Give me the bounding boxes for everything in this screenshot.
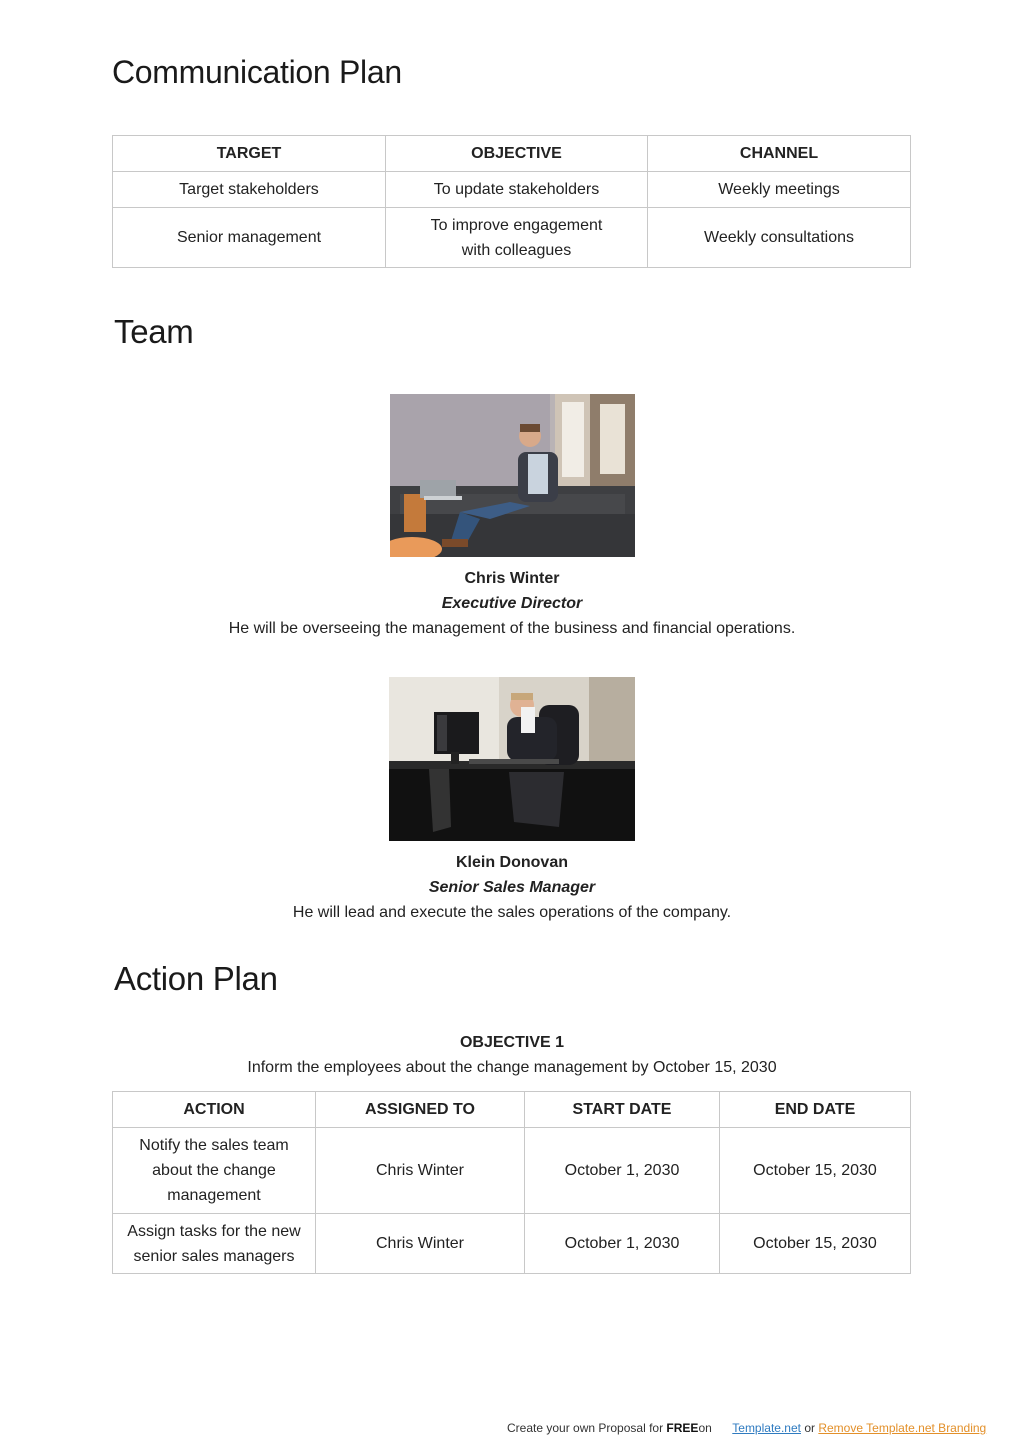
table-cell: Weekly consultations (648, 208, 911, 268)
footer-prefix: Create your own Proposal for (507, 1421, 664, 1435)
table-cell: Chris Winter (316, 1214, 525, 1274)
table-cell: October 15, 2030 (720, 1214, 911, 1274)
team-heading: Team (114, 313, 194, 350)
communication-plan-table (112, 135, 911, 268)
table-row (113, 1128, 911, 1214)
table-cell: Weekly meetings (648, 172, 911, 208)
footer-branding (507, 1420, 986, 1436)
column-header-assigned-to: ASSIGNED TO (316, 1092, 525, 1128)
member-name: Chris Winter (464, 570, 560, 587)
table-cell: Assign tasks for the new senior sales managers (113, 1214, 316, 1274)
table-row (113, 172, 911, 208)
communication-plan-heading: Communication Plan (112, 54, 402, 90)
column-header-objective: OBJECTIVE (386, 136, 648, 172)
column-header-action: ACTION (113, 1092, 316, 1128)
footer-or: or (804, 1421, 815, 1435)
column-header-target: TARGET (113, 136, 386, 172)
table-cell: Chris Winter (316, 1128, 525, 1214)
table-row (113, 208, 911, 268)
footer-on: on (698, 1421, 712, 1435)
remove-branding-link[interactable]: Remove Template.net Branding (818, 1421, 987, 1435)
team-member-photo-chris-winter (390, 394, 635, 557)
member-title: Senior Sales Manager (428, 879, 596, 896)
footer-free: FREE (666, 1421, 699, 1435)
action-plan-table (112, 1091, 911, 1274)
team-member-photo-klein-donovan (389, 677, 635, 841)
table-cell: To improve engagement with colleagues (386, 208, 648, 268)
member-description: He will lead and execute the sales operations of the company. (292, 904, 732, 921)
table-cell: To update stakeholders (386, 172, 648, 208)
column-header-channel: CHANNEL (648, 136, 911, 172)
table-cell: Target stakeholders (113, 172, 386, 208)
member-description: He will be overseeing the management of the business and financial operations. (228, 620, 796, 637)
template-net-link[interactable]: Template.net (732, 1421, 801, 1435)
column-header-start-date: START DATE (525, 1092, 720, 1128)
table-cell: October 1, 2030 (525, 1128, 720, 1214)
objective-label: OBJECTIVE 1 (459, 1034, 565, 1051)
objective-text: Inform the employees about the change management by October 15, 2030 (247, 1059, 777, 1076)
table-header-row (113, 136, 911, 172)
member-name: Klein Donovan (455, 854, 568, 871)
table-header-row (113, 1092, 911, 1128)
column-header-end-date: END DATE (720, 1092, 911, 1128)
member-title: Executive Director (441, 595, 583, 612)
table-cell: Notify the sales team about the change management (113, 1128, 316, 1214)
table-cell: October 15, 2030 (720, 1128, 911, 1214)
table-cell: October 1, 2030 (525, 1214, 720, 1274)
table-cell: Senior management (113, 208, 386, 268)
action-plan-heading: Action Plan (114, 960, 278, 997)
table-row (113, 1214, 911, 1274)
